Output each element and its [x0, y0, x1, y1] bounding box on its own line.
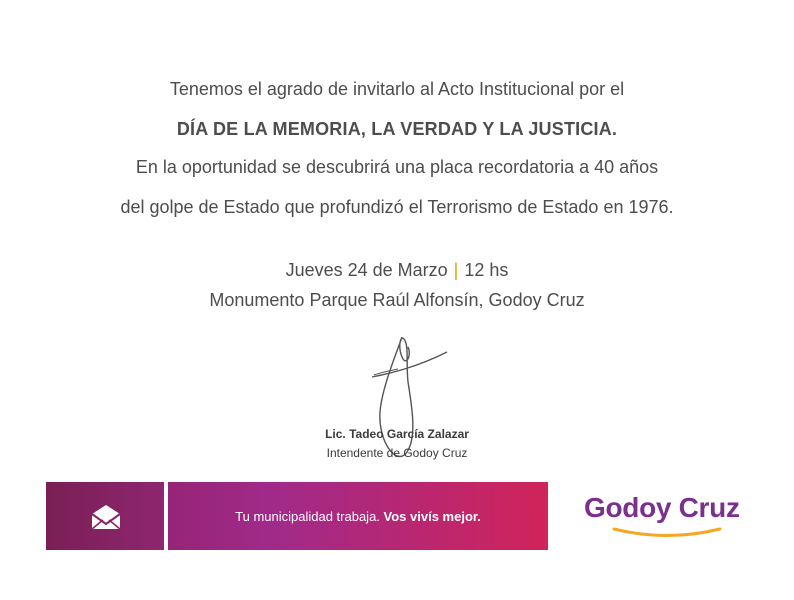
event-datetime	[0, 260, 794, 281]
logo-text: Godoy Cruz	[584, 492, 740, 523]
envelope-icon	[89, 502, 123, 532]
slogan-bold: Vos vivís mejor.	[383, 508, 481, 524]
event-separator: |	[453, 260, 459, 280]
signer-name: Lic. Tadeo García Zalazar	[325, 427, 469, 441]
invitation-line-1: Tenemos el agrado de invitarlo al Acto Institucional por el	[169, 79, 625, 99]
event-date: Jueves 24 de Marzo	[285, 260, 448, 280]
slogan-regular: Tu municipalidad trabaja.	[235, 508, 380, 524]
signer-role: Intendente de Godoy Cruz	[326, 446, 468, 460]
godoy-cruz-logo	[584, 492, 749, 542]
logo-smile-icon	[612, 526, 722, 540]
invitation-line-4: del golpe de Estado que profundizó el Terrorismo de Estado en 1976.	[120, 197, 674, 217]
event-location: Monumento Parque Raúl Alfonsín, Godoy Cruz	[209, 290, 585, 310]
event-time: 12 hs	[464, 260, 509, 280]
event-title: DÍA DE LA MEMORIA, LA VERDAD Y LA JUSTICIA.	[176, 119, 618, 139]
banner-icon-box	[46, 482, 164, 550]
slogan-banner	[46, 482, 548, 550]
slogan	[168, 482, 548, 550]
invitation-line-3: En la oportunidad se descubrirá una placa recordatoria a 40 años	[135, 157, 659, 177]
